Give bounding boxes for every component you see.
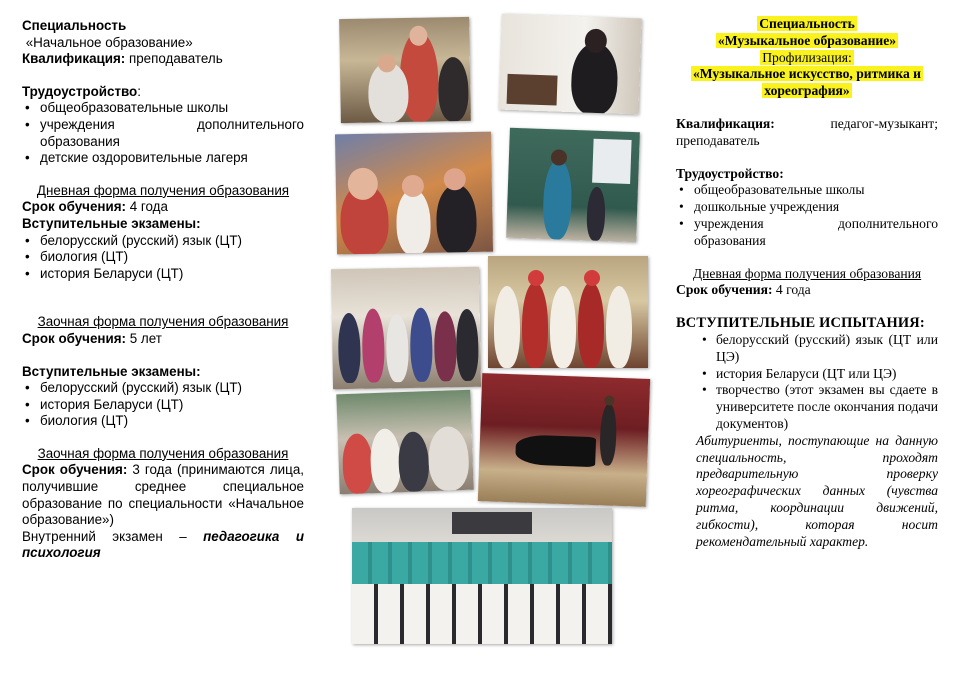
right-specialty-label: Специальность bbox=[759, 16, 855, 31]
left-specialty-name: «Начальное образование» bbox=[25, 34, 193, 50]
list-item: • детские оздоровительные лагеря bbox=[22, 150, 304, 167]
list-item: • общеобразовательные школы bbox=[676, 182, 938, 199]
list-item: • история Беларуси (ЦТ) bbox=[22, 266, 304, 283]
folk-costume-ensemble-photo bbox=[488, 256, 648, 368]
list-item: • белорусский (русский) язык (ЦТ или ЦЭ) bbox=[676, 332, 938, 366]
left-extramural-form: Заочная форма получения образования bbox=[37, 314, 289, 330]
right-specialty-name: «Музыкальное образование» bbox=[717, 32, 897, 48]
list-item: • белорусский (русский) язык (ЦТ) bbox=[22, 380, 304, 397]
right-employment-list bbox=[676, 182, 938, 249]
list-item: • общеобразовательные школы bbox=[22, 100, 304, 117]
right-tests-label: ВСТУПИТЕЛЬНЫЕ ИСПЫТАНИЯ: bbox=[676, 315, 925, 332]
left-extramural2-form: Заочная форма получения образования bbox=[37, 445, 289, 461]
list-item: • учреждения дополнительного образования bbox=[676, 216, 938, 250]
right-qualification: Квалификация: педагог-музыкант; преподаватель bbox=[676, 115, 938, 148]
left-day-exams-label: Вступительные экзамены: bbox=[22, 215, 201, 231]
right-employment-label: Трудоустройство: bbox=[676, 165, 784, 181]
list-item: • история Беларуси (ЦТ) bbox=[22, 397, 304, 414]
left-employment-label: Трудоустройство: bbox=[22, 83, 141, 99]
left-day-exams-list bbox=[22, 233, 304, 283]
left-employment-list bbox=[22, 100, 304, 166]
left-extramural-term: Срок обучения: 5 лет bbox=[22, 330, 162, 346]
left-day-term: Срок обучения: 4 года bbox=[22, 199, 168, 215]
teacher-at-blackboard-photo bbox=[506, 128, 640, 242]
right-tests-list bbox=[676, 332, 938, 433]
class-group-photo bbox=[336, 390, 473, 495]
right-profile-label: Профилизация: bbox=[762, 49, 852, 65]
teacher-conducting-photo bbox=[498, 14, 641, 115]
list-item: • история Беларуси (ЦТ или ЦЭ) bbox=[676, 366, 938, 383]
left-column bbox=[22, 18, 304, 562]
list-item: • учреждения дополнительного образования bbox=[22, 117, 304, 150]
concert-hall-piano-photo bbox=[478, 373, 650, 507]
list-item: • биология (ЦТ) bbox=[22, 249, 304, 266]
list-item: • белорусский (русский) язык (ЦТ) bbox=[22, 233, 304, 250]
right-column bbox=[676, 16, 938, 550]
left-extramural-exams-label: Вступительные экзамены: bbox=[22, 363, 201, 379]
right-day-form: Дневная форма получения образования bbox=[692, 265, 922, 281]
left-qualification: Квалификация: преподаватель bbox=[22, 51, 223, 67]
left-extramural2-term: Срок обучения: 3 года (принимаются лица, получившие среднее специальное образование по специальности «Начальное образование») bbox=[22, 462, 304, 528]
graduates-with-diplomas-photo bbox=[331, 267, 481, 390]
students-selfie-photo bbox=[335, 132, 493, 255]
left-extramural-exams-list bbox=[22, 380, 304, 430]
list-item: • творчество (этот экзамен вы сдаете в университете после окончания подачи документов) bbox=[676, 382, 938, 432]
list-item: • биология (ЦТ) bbox=[22, 413, 304, 430]
classroom-group-photo bbox=[339, 17, 471, 123]
left-internal-exam: Внутренний экзамен – педагогика и психология bbox=[22, 528, 304, 561]
left-day-form: Дневная форма получения образования bbox=[36, 182, 290, 198]
right-day-term: Срок обучения: 4 года bbox=[676, 282, 811, 298]
choir-group-photo bbox=[352, 508, 612, 644]
list-item: • дошкольные учреждения bbox=[676, 199, 938, 216]
left-specialty-label: Специальность bbox=[22, 18, 127, 33]
right-note: Абитуриенты, поступающие на данную специальность, проходят предварительную проверку хореографических данных (чувства ритма, координации движений, гибкости), которая носит рекомендательный характер. bbox=[696, 432, 938, 549]
right-profile-name: «Музыкальное искусство, ритмика и хореография» bbox=[692, 66, 922, 99]
